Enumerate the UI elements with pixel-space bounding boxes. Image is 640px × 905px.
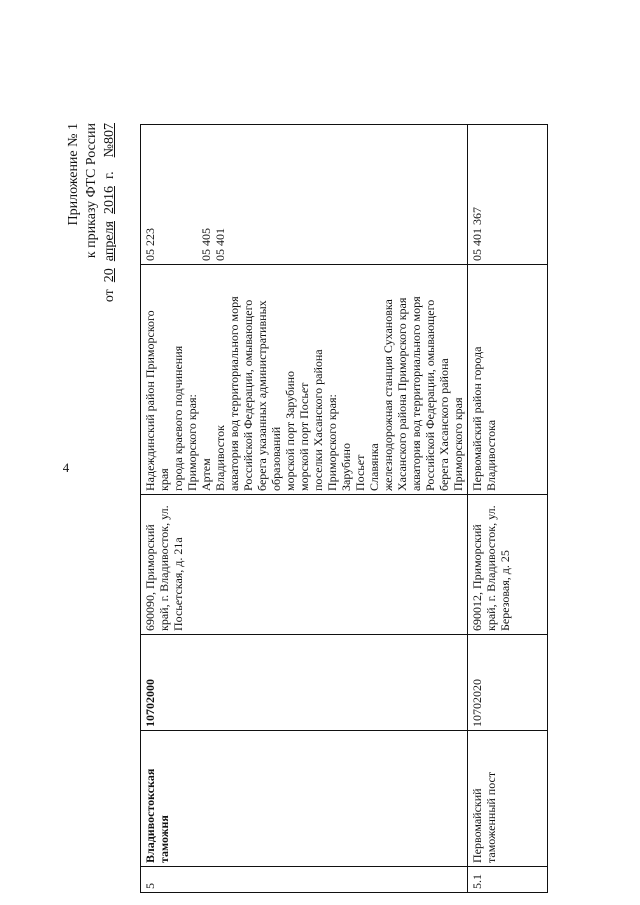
office-name: Первомайский таможенный пост	[468, 731, 548, 867]
list-item: Артем	[199, 458, 213, 491]
list-item: Зарубино	[339, 443, 353, 491]
list-item: железнодорожная станция Сухановка	[381, 299, 395, 491]
table-row	[468, 125, 548, 893]
list-item: Российской Федерации, омывающего	[241, 299, 255, 491]
list-item: города краевого подчинения	[171, 345, 185, 491]
date-prefix: от	[102, 289, 117, 303]
okato-code: 05 401 367	[470, 207, 484, 261]
list-item: акватория вод территориального моря	[409, 296, 423, 491]
list-item: Надеждинский район Приморского	[143, 310, 157, 491]
list-item: Приморского края:	[325, 394, 339, 491]
okato-code	[171, 128, 185, 261]
customs-table	[140, 124, 548, 893]
territory-list	[141, 265, 468, 495]
order-reference: к приказу ФТС России	[84, 123, 99, 259]
list-item: Первомайский район города	[470, 346, 484, 491]
list-item: края	[157, 468, 171, 491]
date-suffix: г.	[102, 171, 117, 180]
okato-codes	[468, 125, 548, 265]
okato-codes	[141, 125, 468, 265]
okato-code	[185, 128, 199, 261]
list-item: Посьет	[353, 454, 367, 491]
office-address: 690090, Приморский край, г. Владивосток, ул. Посьетская, д. 21а	[141, 495, 468, 635]
list-item: Владивосток	[213, 425, 227, 491]
list-item: Владивостока	[484, 419, 498, 491]
list-item: морской порт Посьет	[297, 382, 311, 491]
list-item: Приморского края:	[185, 394, 199, 491]
office-code: 10702020	[468, 635, 548, 731]
appendix-header	[0, 115, 136, 329]
list-item: Приморского края	[451, 397, 465, 491]
list-item: берега Хасанского района	[437, 358, 451, 491]
order-date-line	[102, 123, 118, 302]
row-number: 5.1	[468, 867, 548, 893]
date-year: 2016	[102, 186, 117, 215]
rotated-page-content	[0, 115, 640, 905]
list-item: берега указанных административных	[255, 300, 269, 491]
list-item: Хасанского района Приморского края	[395, 297, 409, 491]
okato-code	[157, 128, 171, 261]
okato-code: 05 405	[199, 228, 213, 261]
page-number: 4	[62, 460, 70, 475]
office-address: 690012, Приморский край, г. Владивосток, ул. Березовая, д. 25	[468, 495, 548, 635]
list-item: акватория вод территориального моря	[227, 296, 241, 491]
appendix-title: Приложение № 1	[66, 123, 81, 226]
okato-code: 05 401	[213, 228, 227, 261]
row-number: 5	[141, 867, 468, 893]
list-item: поселки Хасанского района	[311, 349, 325, 491]
date-day: 20	[102, 268, 117, 283]
list-item: морской порт Зарубино	[283, 370, 297, 491]
list-item: образований	[269, 426, 283, 491]
office-code: 10702000	[141, 635, 468, 731]
date-month: апреля	[102, 221, 117, 262]
territory-list	[468, 265, 548, 495]
order-number: №807	[102, 123, 117, 158]
list-item: Российской Федерации, омывающего	[423, 299, 437, 491]
okato-code: 05 223	[143, 228, 157, 261]
table-row	[141, 125, 468, 893]
office-name: Владивостокская таможня	[141, 731, 468, 867]
list-item: Славянка	[367, 443, 381, 491]
